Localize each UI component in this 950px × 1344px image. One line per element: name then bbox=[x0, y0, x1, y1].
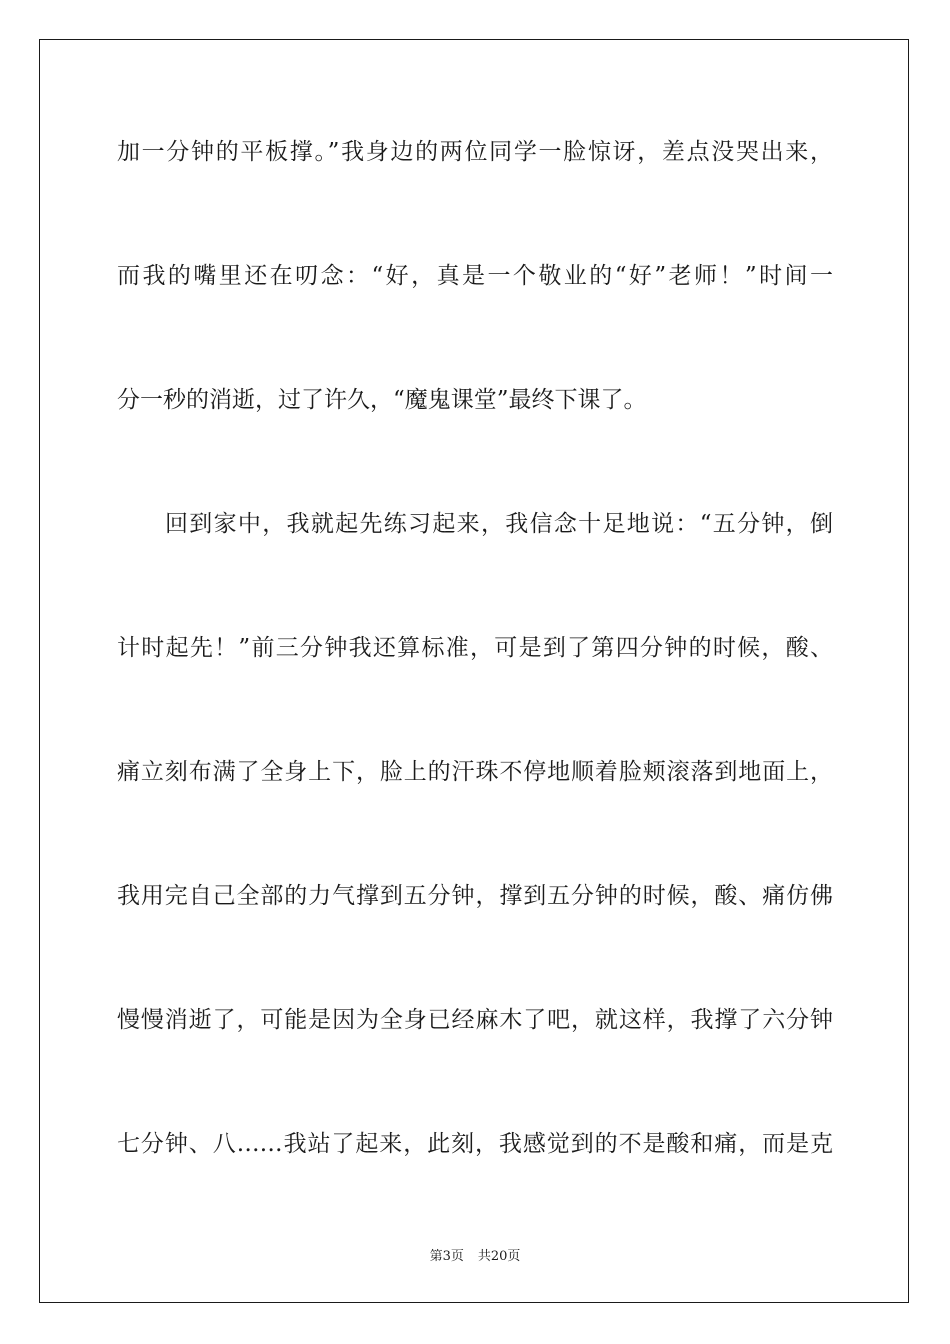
paragraph-line: 七分钟、八……我站了起来，此刻，我感觉到的不是酸和痛，而是克 bbox=[117, 1131, 833, 1157]
page-border bbox=[39, 39, 909, 1303]
paragraph-line: 加一分钟的平板撑。”我身边的两位同学一脸惊讶，差点没哭出来， bbox=[117, 139, 833, 165]
paragraph-line: 慢慢消逝了，可能是因为全身已经麻木了吧，就这样，我撑了六分钟 bbox=[117, 1007, 833, 1033]
paragraph-line: 痛立刻布满了全身上下，脸上的汗珠不停地顺着脸颊滚落到地面上， bbox=[117, 759, 833, 785]
paragraph-line: 我用完自己全部的力气撑到五分钟，撑到五分钟的时候，酸、痛仿佛 bbox=[117, 883, 833, 909]
paragraph-line: 而我的嘴里还在叨念：“好，真是一个敬业的“好”老师！”时间一 bbox=[117, 263, 833, 289]
page-total: 共20页 bbox=[477, 1249, 521, 1264]
paragraph-line: 分一秒的消逝，过了许久，“魔鬼课堂”最终下课了。 bbox=[117, 387, 647, 413]
paragraph-line: 回到家中，我就起先练习起来，我信念十足地说：“五分钟，倒 bbox=[165, 511, 833, 537]
page-number: 第3页 bbox=[429, 1249, 464, 1264]
paragraph-line: 计时起先！”前三分钟我还算标准，可是到了第四分钟的时候，酸、 bbox=[117, 635, 833, 661]
page-footer bbox=[0, 1245, 950, 1264]
